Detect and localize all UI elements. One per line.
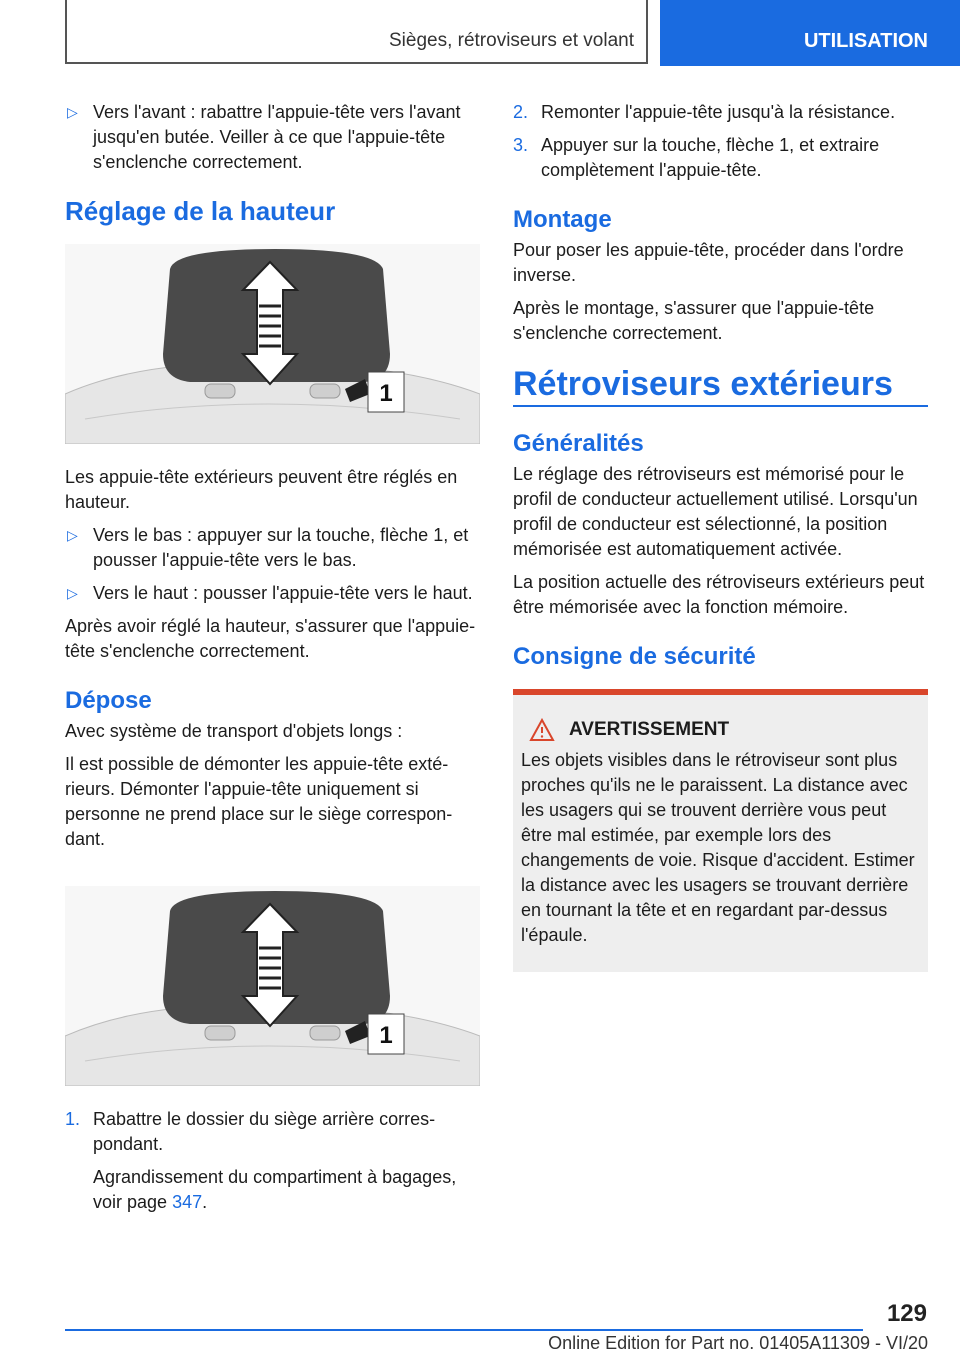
list-item bbox=[65, 1107, 480, 1157]
montage-p2: Après le montage, s'assurer que l'appuie-tête s'enclenche correctement. bbox=[513, 298, 875, 343]
bullet-haut-text: Vers le haut : pousser l'appuie-tête vers le haut. bbox=[93, 583, 473, 603]
step3-text: Appuyer sur la touche, flèche 1, et extraire complètement l'appuie-tête. bbox=[541, 135, 880, 180]
section-tab-label: UTILISATION bbox=[803, 30, 928, 52]
bullet-bas-text: Vers le bas : appuyer sur la touche, flèche 1, et pousser l'appuie-tête vers le bas. bbox=[93, 525, 469, 570]
headrest-figure-1 bbox=[65, 244, 480, 444]
hauteur-intro: Les appuie-tête extérieurs peuvent être réglés en hauteur. bbox=[65, 467, 458, 512]
heading-generalites: Généralités bbox=[513, 430, 644, 457]
step-number: 3. bbox=[513, 135, 529, 155]
figure-label: 1 bbox=[379, 1022, 393, 1049]
depose-p1: Avec système de transport d'objets longs : bbox=[65, 721, 403, 741]
section-tab[interactable] bbox=[660, 0, 960, 66]
triangle-bullet-icon: ▷ bbox=[67, 104, 78, 120]
figure-label: 1 bbox=[379, 380, 393, 407]
right-column bbox=[513, 100, 928, 972]
heading-retroviseurs: Rétroviseurs extérieurs bbox=[513, 372, 928, 407]
heading-hauteur: Réglage de la hauteur bbox=[65, 196, 336, 226]
heading-montage: Montage bbox=[513, 206, 612, 233]
heading-consigne: Consigne de sécurité bbox=[513, 643, 756, 670]
warning-box bbox=[513, 689, 928, 972]
step2-text: Remonter l'appuie-tête jusqu'à la résistance. bbox=[541, 102, 896, 122]
triangle-bullet-icon: ▷ bbox=[67, 585, 78, 601]
bullet-avant-text: Vers l'avant : rabattre l'appuie-tête vers l'avant jusqu'en butée. Veiller à ce que l'appuie-tête s'enclenche correctement. bbox=[93, 102, 461, 172]
triangle-bullet-icon: ▷ bbox=[67, 527, 78, 543]
step-number: 2. bbox=[513, 102, 529, 122]
warning-header bbox=[521, 717, 920, 742]
footer-edition: Online Edition for Part no. 01405A11309 - VI/20 bbox=[548, 1333, 928, 1353]
step-number: 1. bbox=[65, 1109, 81, 1129]
page-number: 129 bbox=[886, 1300, 927, 1327]
footer-divider bbox=[65, 1329, 863, 1331]
list-item bbox=[513, 133, 928, 183]
hauteur-after: Après avoir réglé la hauteur, s'assurer que l'appuie-tête s'enclenche correctement. bbox=[65, 616, 476, 661]
step1-text: Rabattre le dossier du siège arrière correspondant. bbox=[93, 1109, 436, 1154]
step1-sub-end: . bbox=[202, 1192, 208, 1212]
warning-text: Les objets visibles dans le rétroviseur sont plus proches qu'ils ne le paraissent. La distance avec les usagers qui se trouvent derrière vous peut être mal estimée, par exemple lors des changements de voie. Risque d'accident. Estimer la distance avec les usagers se trouvant derrière en tournant la tête et en regardant par-dessus l'épaule. bbox=[521, 750, 915, 945]
list-item bbox=[65, 581, 480, 606]
warning-title: AVERTISSEMENT bbox=[569, 719, 730, 740]
heading-depose: Dépose bbox=[65, 687, 152, 714]
step1-sub-text: Agrandissement du compartiment à bagages, voir page bbox=[93, 1167, 457, 1212]
headrest-figure-2 bbox=[65, 886, 480, 1086]
generalites-p2: La position actuelle des rétroviseurs extérieurs peut être mémorisée avec la fonction mémoire. bbox=[513, 572, 925, 617]
depose-p2: Il est possible de démonter les appuie-tête extérieurs. Démonter l'appuie-tête uniquement si personne ne prend place sur le siège correspondant. bbox=[65, 754, 453, 849]
chapter-title: Sièges, rétroviseurs et volant bbox=[388, 30, 634, 51]
montage-p1: Pour poser les appuie-tête, procéder dans l'ordre inverse. bbox=[513, 240, 904, 285]
step1-sub bbox=[65, 1165, 480, 1215]
list-item bbox=[65, 100, 480, 175]
warning-triangle-icon bbox=[529, 718, 555, 742]
left-column bbox=[65, 100, 480, 1223]
list-item bbox=[65, 523, 480, 573]
page-link[interactable]: 347 bbox=[172, 1192, 203, 1212]
generalites-p1: Le réglage des rétroviseurs est mémorisé pour le profil de conducteur actuellement utilisé. Lorsqu'un profil de conducteur est sélectionné, la position mémorisée est automatiquement activée. bbox=[513, 464, 918, 559]
list-item bbox=[513, 100, 928, 125]
